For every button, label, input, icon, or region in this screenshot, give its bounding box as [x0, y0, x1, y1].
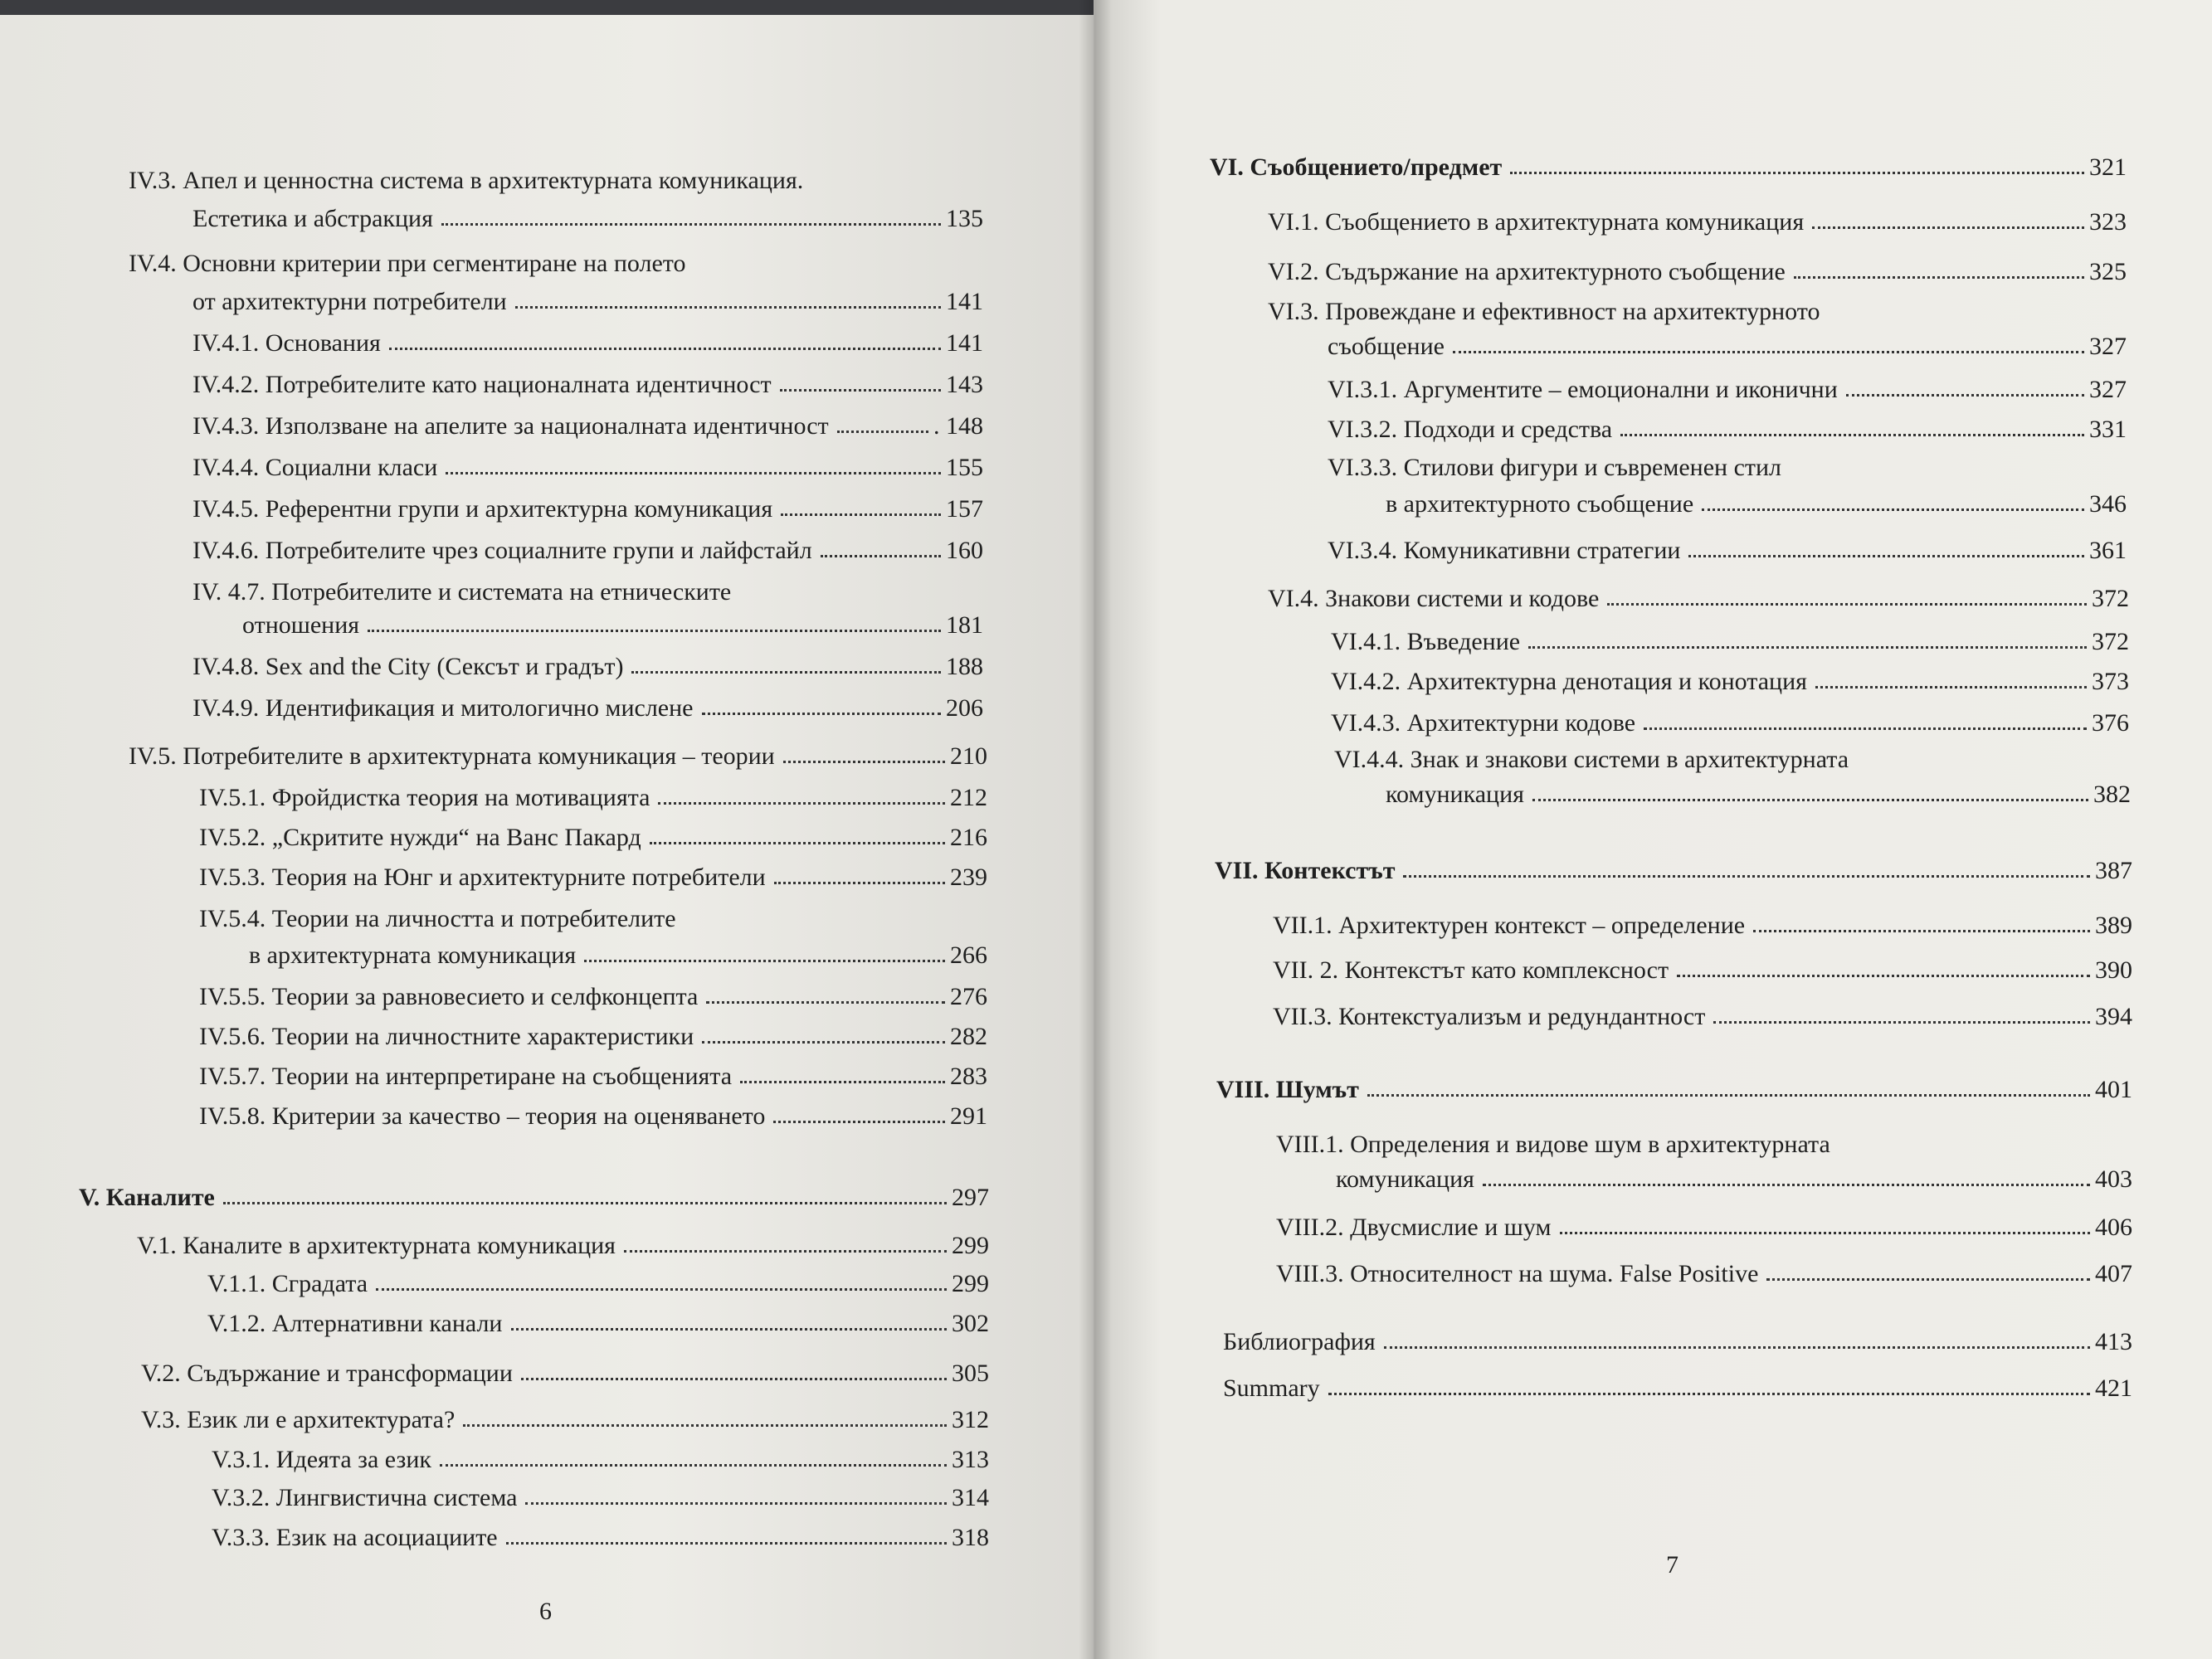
dot-leader: [223, 1202, 947, 1204]
page-number: 6: [539, 1598, 552, 1625]
toc-entry-page: 160: [946, 537, 983, 564]
dot-leader: [1403, 875, 2090, 878]
toc-entry-title: V.3.3. Език на асоциациите: [212, 1524, 498, 1551]
toc-entry: [212, 1483, 989, 1513]
toc-entry-page: 382: [2093, 781, 2131, 808]
toc-entry-page: 390: [2095, 956, 2132, 984]
toc-entry: [1268, 584, 2129, 614]
left-page: [0, 15, 1099, 1659]
toc-entry: [1328, 332, 2127, 362]
dot-leader: [702, 1041, 945, 1044]
dot-leader: [521, 1378, 947, 1380]
dot-leader: [1367, 1094, 2090, 1097]
toc-entry: [199, 1022, 987, 1052]
toc-entry-title: Summary: [1223, 1374, 1320, 1402]
toc-entry: [192, 536, 983, 566]
toc-entry-title: V.3.1. Идеята за език: [212, 1446, 431, 1473]
toc-entry-title: VI.3.2. Подходи и средства: [1328, 416, 1613, 443]
toc-entry-page: 407: [2095, 1260, 2132, 1287]
toc-entry-page: 325: [2089, 258, 2127, 285]
toc-entry: [192, 328, 983, 358]
toc-entry: [199, 982, 987, 1012]
dot-leader: [781, 513, 941, 516]
page-number: 7: [1666, 1551, 1678, 1579]
toc-entry-page: 387: [2095, 857, 2132, 884]
toc-entry-title: Библиография: [1223, 1328, 1376, 1355]
toc-entry: [1223, 1327, 2132, 1357]
toc-entry-first-line: IV.5.4. Теории на личността и потребителите: [199, 905, 676, 932]
toc-entry-title: от архитектурни потребители: [192, 288, 507, 315]
toc-entry-title: VI.4.1. Въведение: [1331, 628, 1521, 655]
toc-entry: [212, 1523, 989, 1553]
toc-entry-title: IV.4.4. Социални класи: [192, 454, 438, 481]
dot-leader: [463, 1424, 947, 1427]
dot-leader: [821, 555, 941, 557]
toc-entry: [207, 1269, 989, 1299]
toc-entry-page: 135: [946, 205, 983, 232]
toc-entry-page: 283: [950, 1063, 987, 1090]
toc-entry-title: IV.4.2. Потребителите като националната идентичност: [192, 371, 772, 398]
toc-entry-title: VI.3.4. Комуникативни стратегии: [1328, 537, 1681, 564]
toc-entry: [1328, 536, 2127, 566]
toc-entry-page: 331: [2089, 416, 2127, 443]
toc-entry: [1336, 1165, 2132, 1194]
toc-entry-title: Естетика и абстракция: [192, 205, 433, 232]
toc-entry: [1216, 1075, 2132, 1105]
dot-leader: [1483, 1184, 2090, 1186]
dot-leader: [511, 1328, 948, 1331]
dot-leader: [1753, 930, 2090, 932]
toc-entry-page: 210: [950, 742, 987, 770]
toc-entry-page: 314: [952, 1484, 989, 1511]
toc-entry-title: IV.4.1. Основания: [192, 329, 381, 357]
dot-leader: [376, 1288, 947, 1291]
toc-entry-page: 327: [2089, 333, 2127, 360]
toc-entry-page: 323: [2089, 208, 2127, 236]
toc-entry-title: VI. Съобщението/предмет: [1210, 153, 1503, 181]
dot-leader: [658, 802, 945, 805]
toc-entry-page: 155: [946, 454, 983, 481]
toc-entry-page: 206: [946, 694, 983, 722]
toc-entry-page: 373: [2092, 668, 2129, 695]
toc-entry-title: VII. Контекстът: [1215, 857, 1396, 884]
toc-entry-page: 389: [2095, 912, 2132, 939]
toc-entry: [79, 1183, 989, 1213]
dot-leader: [389, 348, 941, 350]
right-page: [1094, 0, 2212, 1659]
toc-entry: [192, 453, 983, 483]
dot-leader: [506, 1542, 947, 1545]
toc-entry-page: 372: [2092, 628, 2129, 655]
toc-entry-page: 313: [952, 1446, 989, 1473]
toc-entry-page: 299: [952, 1232, 989, 1259]
toc-entry: [1273, 1002, 2132, 1032]
toc-entry-page: 302: [952, 1310, 989, 1337]
dot-leader: [1677, 975, 2090, 977]
toc-entry: [1386, 780, 2131, 810]
toc-entry-page: 188: [946, 653, 983, 680]
toc-entry: [1223, 1374, 2132, 1404]
toc-entry-title: VI.3.1. Аргументите – емоционални и иконични: [1328, 376, 1838, 403]
toc-entry-page: 327: [2089, 376, 2127, 403]
toc-entry: [199, 1102, 987, 1131]
toc-entry-title: V.3. Език ли е архитектурата?: [141, 1406, 456, 1433]
toc-entry-title: V.2. Съдържание и трансформации: [141, 1360, 513, 1387]
toc-entry-title: IV.4.9. Идентификация и митологично мислене: [192, 694, 694, 722]
toc-entry: [207, 1309, 989, 1339]
dot-leader: [1620, 434, 2084, 436]
toc-entry-title: отношения: [242, 611, 360, 639]
toc-entry-page: 282: [950, 1023, 987, 1050]
toc-entry-title: V. Каналите: [79, 1184, 215, 1211]
toc-entry: [199, 823, 987, 853]
toc-entry: [192, 652, 983, 682]
toc-entry-title: V.3.2. Лингвистична система: [212, 1484, 518, 1511]
toc-entry-page: 157: [946, 495, 983, 523]
toc-entry-first-line: VIII.1. Определения и видове шум в архитектурната: [1276, 1131, 1830, 1158]
toc-entry: [1328, 415, 2127, 445]
toc-entry: [192, 370, 983, 400]
dot-leader: [1607, 603, 2087, 606]
toc-entry-title: VII. 2. Контекстът като комплексност: [1273, 956, 1669, 984]
dot-leader: [1766, 1278, 2090, 1281]
toc-entry-title: в архитектурното съобщение: [1386, 490, 1694, 518]
toc-entry: [129, 742, 987, 771]
toc-entry: [141, 1405, 989, 1435]
dot-leader: [1644, 727, 2087, 730]
toc-entry-title: VI.4. Знакови системи и кодове: [1268, 585, 1600, 612]
dot-leader: [1453, 351, 2084, 353]
dot-leader: [650, 842, 945, 844]
toc-entry-title: VI.4.3. Архитектурни кодове: [1331, 709, 1636, 737]
toc-entry-title: VI.2. Съдържание на архитектурното съобщение: [1268, 258, 1786, 285]
dot-leader: [706, 1001, 945, 1004]
toc-entry-first-line: IV. 4.7. Потребителите и системата на етническите: [192, 578, 732, 606]
toc-entry: [1276, 1259, 2132, 1289]
toc-entry-page: 181: [946, 611, 983, 639]
dot-leader: [584, 960, 945, 962]
toc-entry-title: IV.4.3. Използване на апелите за националната идентичност: [192, 412, 829, 440]
toc-entry-page: 346: [2089, 490, 2127, 518]
dot-leader: [773, 1121, 945, 1123]
toc-entry: [212, 1445, 989, 1475]
toc-entry: [249, 941, 987, 971]
dot-leader: [740, 1081, 945, 1083]
toc-entry-title: IV.5.1. Фройдистка теория на мотивацията: [199, 784, 650, 811]
dot-leader: [440, 1464, 947, 1467]
toc-entry-first-line: VI.3. Провеждане и ефективност на архитектурното: [1268, 298, 1820, 325]
toc-entry-page: 276: [950, 983, 987, 1010]
toc-entry-title: V.1.1. Сградата: [207, 1270, 368, 1297]
toc-entry: [192, 411, 983, 441]
toc-entry-first-line: VI.4.4. Знак и знакови системи в архитектурната: [1334, 746, 1849, 773]
toc-entry-page: 141: [946, 329, 983, 357]
toc-entry: [192, 204, 983, 234]
dot-leader: [783, 761, 945, 763]
dot-leader: [774, 882, 945, 884]
toc-entry-page: 212: [950, 784, 987, 811]
toc-entry: [192, 693, 983, 723]
toc-entry: [1268, 257, 2127, 287]
toc-entry: [199, 1062, 987, 1092]
toc-entry-page: 299: [952, 1270, 989, 1297]
toc-entry-page: 312: [952, 1406, 989, 1433]
toc-entry-page: 318: [952, 1524, 989, 1551]
dot-leader: [624, 1250, 947, 1253]
toc-entry-title: IV.5.8. Критерии за качество – теория на оценяването: [199, 1102, 766, 1130]
toc-entry-page: 372: [2092, 585, 2129, 612]
dot-leader: [702, 713, 942, 715]
toc-entry-page: 413: [2095, 1328, 2132, 1355]
toc-entry-title: VIII. Шумът: [1216, 1076, 1359, 1103]
toc-entry-title: IV.5.3. Теория на Юнг и архитектурните потребители: [199, 864, 766, 891]
toc-entry-page: 361: [2089, 537, 2127, 564]
toc-entry-title: VI.1. Съобщението в архитектурната комуникация: [1268, 208, 1805, 236]
toc-entry-title: в архитектурната комуникация: [249, 941, 577, 969]
toc-entry: [192, 494, 983, 524]
toc-entry: [141, 1359, 989, 1389]
dot-leader: [525, 1502, 947, 1505]
toc-entry-title: IV.5.6. Теории на личностните характеристики: [199, 1023, 694, 1050]
dot-leader: [1702, 508, 2084, 511]
dot-leader: [1812, 226, 2084, 229]
toc-entry-title: VI.4.2. Архитектурна денотация и конотация: [1331, 668, 1807, 695]
toc-entry-first-line: IV.4. Основни критерии при сегментиране на полето: [129, 250, 686, 277]
toc-entry: [1215, 856, 2132, 886]
toc-entry-title: VIII.2. Двусмислие и шум: [1276, 1214, 1552, 1241]
toc-entry-page: 406: [2095, 1214, 2132, 1241]
toc-entry: [1331, 627, 2129, 657]
dot-leader: [368, 630, 941, 632]
toc-entry: [1210, 153, 2127, 182]
toc-entry-page: 305: [952, 1360, 989, 1387]
toc-entry: [1273, 911, 2132, 941]
toc-entry: [1268, 207, 2127, 237]
toc-entry-page: 401: [2095, 1076, 2132, 1103]
book-gutter: [1079, 0, 1112, 1659]
toc-entry-page: 143: [946, 371, 983, 398]
toc-entry-title: IV.4.5. Референтни групи и архитектурна комуникация: [192, 495, 773, 523]
toc-entry: [199, 863, 987, 893]
dot-leader: [515, 306, 941, 309]
dot-leader: [1794, 276, 2084, 279]
toc-entry-title: V.1. Каналите в архитектурната комуникация: [137, 1232, 616, 1259]
dot-leader: [1384, 1346, 2090, 1349]
toc-entry-title: VII.3. Контекстуализъм и редундантност: [1273, 1003, 1706, 1030]
toc-entry-title: IV.5. Потребителите в архитектурната комуникация – теории: [129, 742, 775, 770]
toc-entry: [1331, 667, 2129, 697]
toc-entry-title: IV.5.7. Теории на интерпретиране на съобщенията: [199, 1063, 733, 1090]
toc-entry: [1331, 708, 2129, 738]
toc-entry-first-line: IV.3. Апел и ценностна система в архитектурната комуникация.: [129, 167, 804, 194]
dot-leader: [1688, 555, 2084, 557]
toc-entry-page: 291: [950, 1102, 987, 1130]
toc-entry: [242, 611, 983, 640]
toc-entry: [137, 1231, 989, 1261]
toc-entry-page: 321: [2089, 153, 2127, 181]
toc-entry: [199, 783, 987, 813]
toc-entry-title: IV.5.5. Теории за равновесието и селфконцепта: [199, 983, 699, 1010]
toc-entry-page: 394: [2095, 1003, 2132, 1030]
toc-entry-first-line: VI.3.3. Стилови фигури и съвременен стил: [1328, 454, 1782, 481]
dot-leader: [1532, 799, 2088, 801]
dot-leader: [1528, 646, 2087, 649]
toc-entry-page: 216: [950, 824, 987, 851]
toc-entry-page: 297: [952, 1184, 989, 1211]
toc-entry-title: комуникация: [1336, 1165, 1474, 1193]
dot-leader: [446, 472, 941, 474]
toc-entry: [1328, 375, 2127, 405]
toc-entry: [1273, 956, 2132, 985]
toc-entry-title: комуникация: [1386, 781, 1524, 808]
toc-entry-title: IV.5.2. „Скритите нужди“ на Ванс Пакард: [199, 824, 641, 851]
toc-entry: [192, 287, 983, 317]
toc-entry-title: V.1.2. Алтернативни канали: [207, 1310, 503, 1337]
toc-entry-title: VIII.3. Относителност на шума. False Positive: [1276, 1260, 1759, 1287]
dot-leader: [1713, 1021, 2090, 1024]
toc-entry-title: IV.4.8. Sex and the City (Сексът и градът): [192, 653, 624, 680]
toc-entry-page: 141: [946, 288, 983, 315]
toc-entry-page: 376: [2092, 709, 2129, 737]
dot-leader: [631, 671, 941, 674]
dot-leader: [837, 431, 928, 433]
toc-entry-page: 239: [950, 864, 987, 891]
toc-entry-page: . 148: [933, 412, 983, 440]
dot-leader: [1815, 686, 2087, 688]
toc-entry-page: 266: [950, 941, 987, 969]
toc-entry: [1386, 489, 2127, 519]
toc-entry-title: IV.4.6. Потребителите чрез социалните групи и лайфстайл: [192, 537, 812, 564]
toc-entry-title: съобщение: [1328, 333, 1445, 360]
dot-leader: [441, 223, 941, 226]
toc-entry: [1276, 1213, 2132, 1243]
dot-leader: [1560, 1232, 2091, 1234]
dot-leader: [1846, 394, 2084, 397]
dot-leader: [1328, 1393, 2090, 1395]
toc-entry-title: VII.1. Архитектурен контекст – определение: [1273, 912, 1746, 939]
dot-leader: [1510, 172, 2084, 174]
toc-entry-page: 403: [2095, 1165, 2132, 1193]
dot-leader: [780, 389, 941, 392]
toc-entry-page: 421: [2095, 1374, 2132, 1402]
